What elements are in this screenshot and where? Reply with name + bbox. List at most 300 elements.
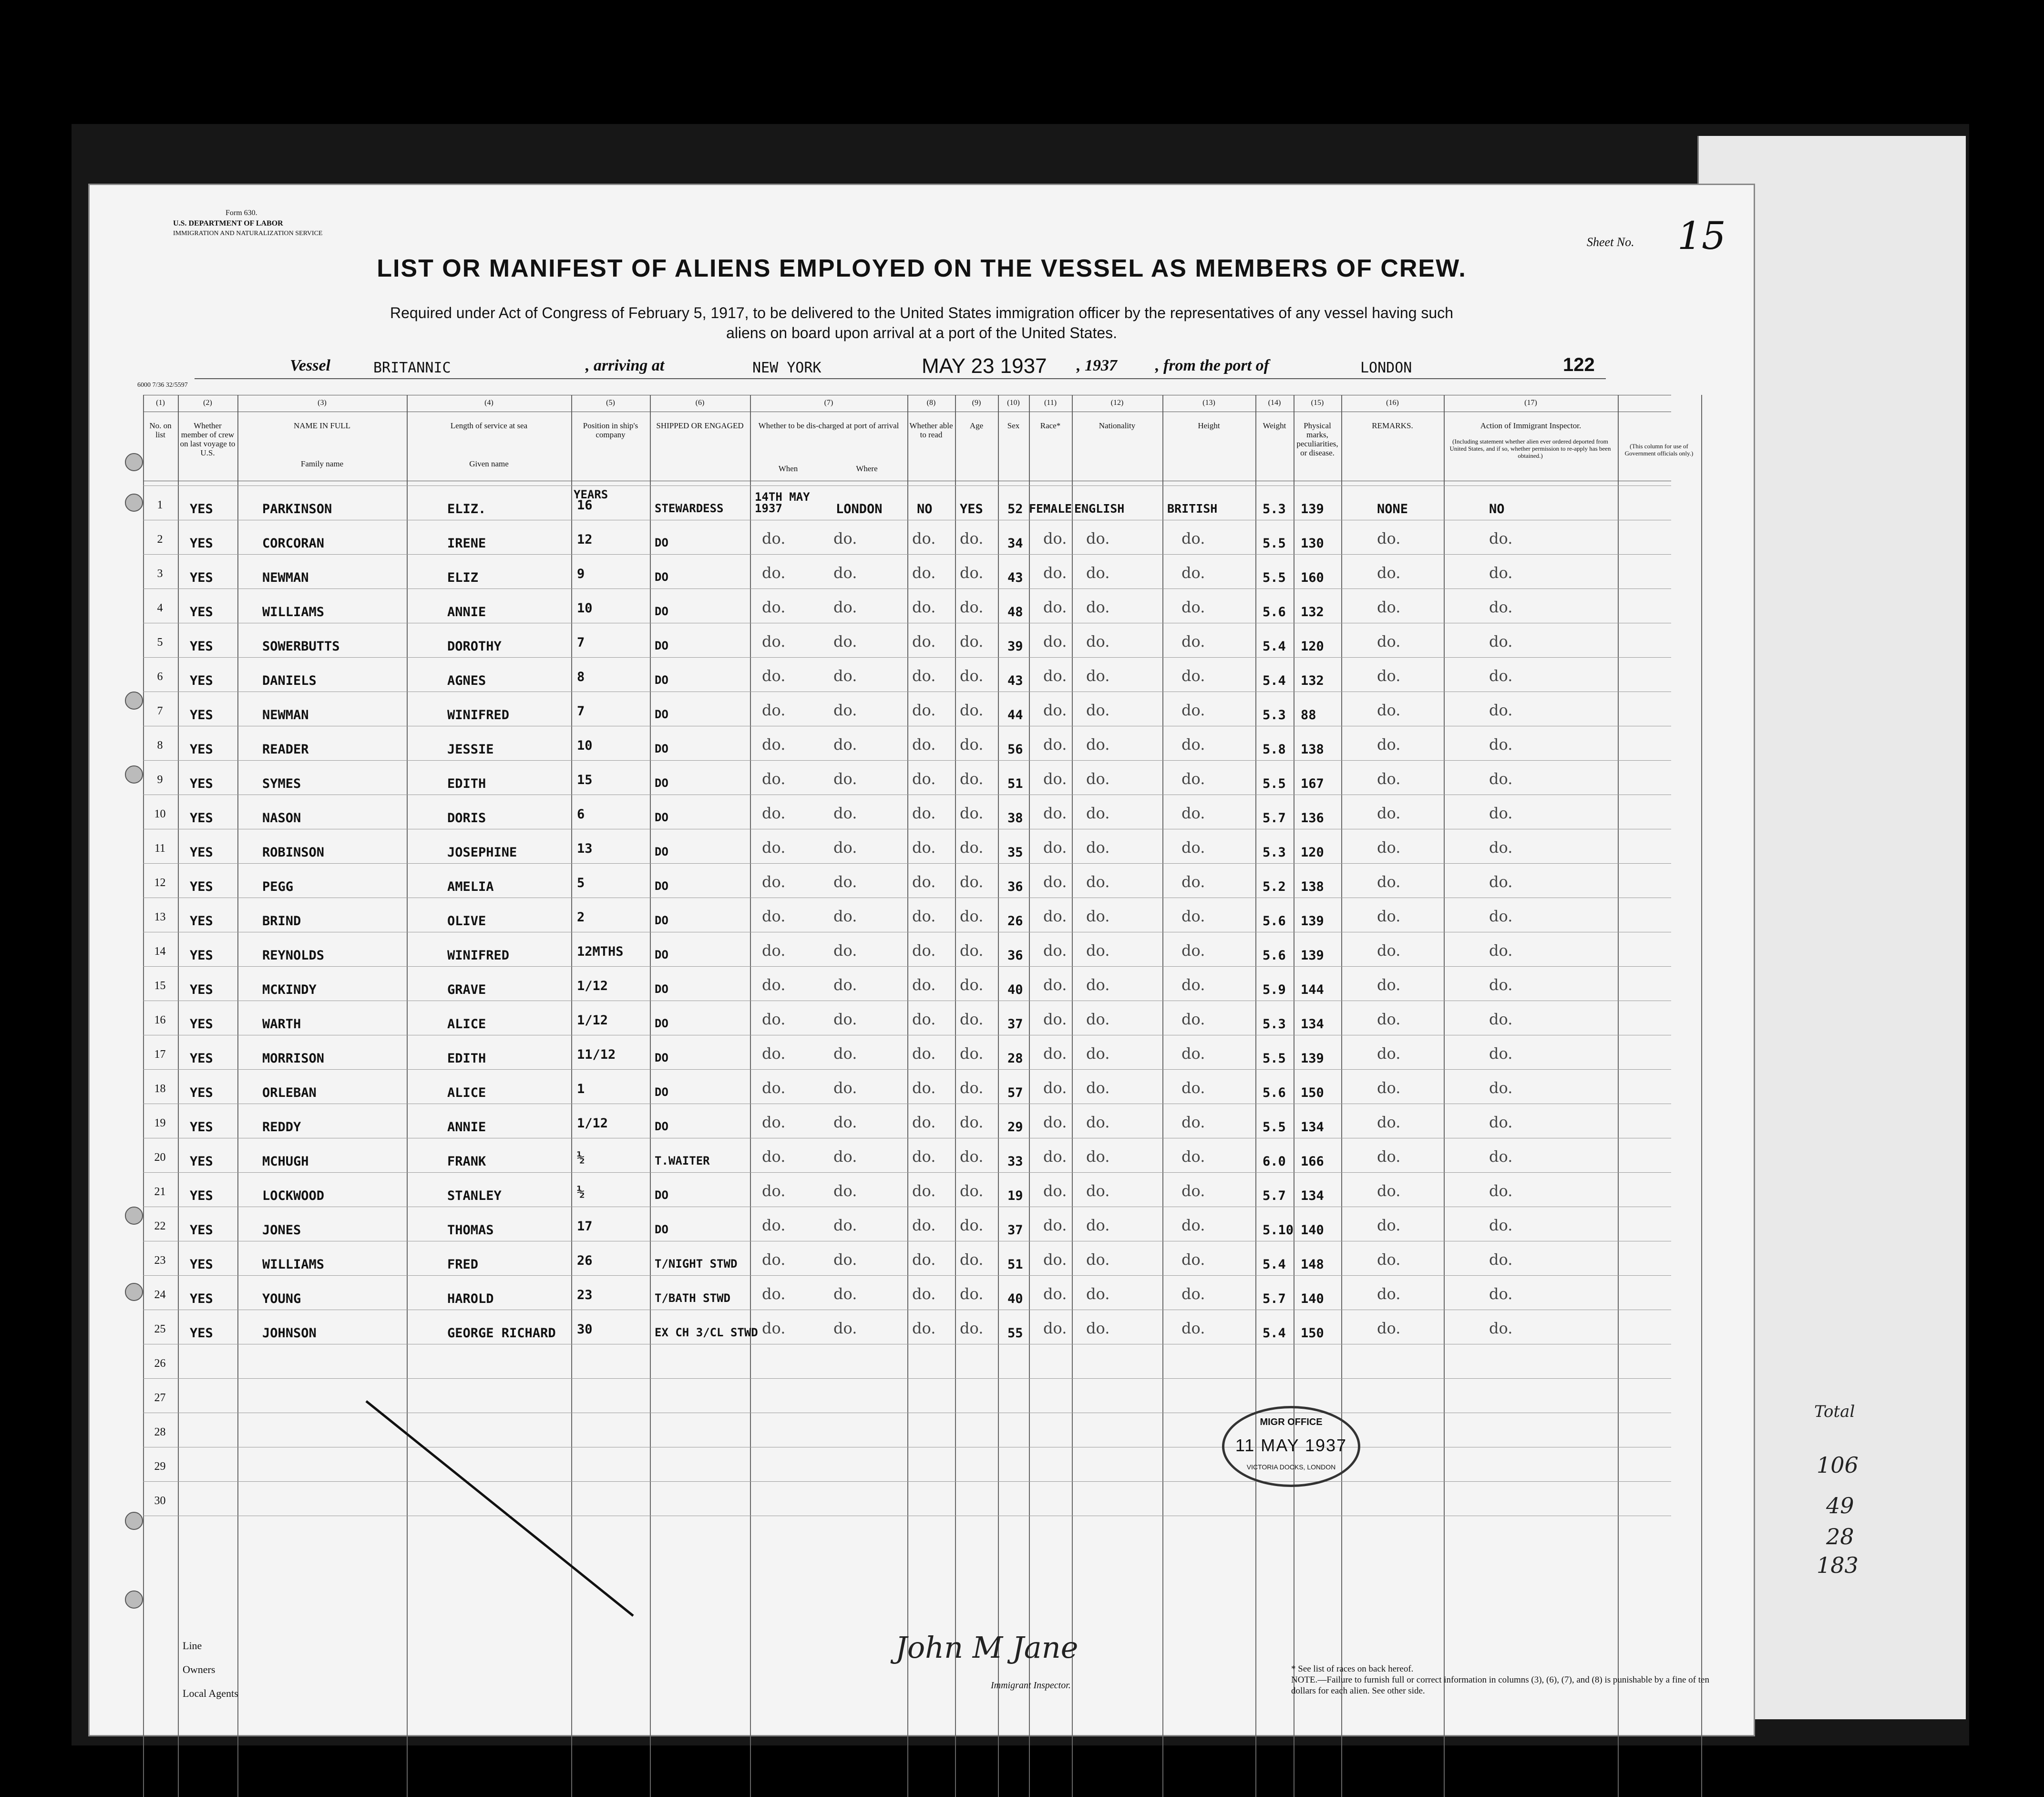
column-header: Physical marks, peculiarities, or disease. [1296, 421, 1338, 457]
remarks-ditto: do. [1489, 873, 1513, 891]
family-name: PEGG [262, 879, 294, 894]
remarks-ditto: do. [1489, 1216, 1513, 1234]
remarks-ditto: do. [1489, 1010, 1513, 1028]
nationality-ditto: do. [1181, 1285, 1205, 1303]
sex-ditto: do. [1043, 735, 1067, 754]
shipped-when-ditto: do. [762, 873, 786, 891]
discharge-ditto: do. [912, 701, 936, 719]
height: 5.5 [1263, 1120, 1286, 1135]
shipped-when-ditto: do. [762, 1182, 786, 1200]
year-label: , 1937 [1077, 357, 1117, 374]
given-name-subheader: Given name [469, 459, 509, 468]
race-ditto: do. [1086, 1079, 1110, 1097]
position: DO [655, 742, 668, 755]
height: 5.2 [1263, 879, 1286, 894]
total-value: 28 [1826, 1524, 1854, 1549]
shipped-where-ditto: do. [833, 1147, 857, 1166]
weight: 167 [1301, 776, 1324, 791]
column-header: Weight [1263, 421, 1286, 430]
shipped-when-ditto: do. [762, 598, 786, 616]
total-value: 106 [1817, 1452, 1859, 1478]
age: 51 [1007, 776, 1023, 791]
shipped-when: 1937 [755, 502, 782, 515]
column-number: (17) [1524, 399, 1537, 407]
row-number: 29 [154, 1460, 166, 1473]
race-ditto: do. [1086, 735, 1110, 754]
read-ditto: do. [960, 804, 984, 822]
manifest-table [90, 185, 1754, 1735]
crew-last-voyage: YES [190, 1051, 213, 1066]
column-header: Whether member of crew on last voyage to U.S. [180, 421, 236, 457]
marks-ditto: do. [1377, 564, 1401, 582]
marks-ditto: do. [1377, 1250, 1401, 1269]
sex-ditto: do. [1043, 701, 1067, 719]
marks-ditto: do. [1377, 632, 1401, 651]
marks-ditto: do. [1377, 701, 1401, 719]
weight: 166 [1301, 1154, 1324, 1169]
race-ditto: do. [1086, 667, 1110, 685]
race-ditto: do. [1086, 1182, 1110, 1200]
given-name: AMELIA [447, 879, 494, 894]
crew-last-voyage: YES [190, 1120, 213, 1135]
manifest-page [88, 184, 1755, 1736]
race-ditto: do. [1086, 838, 1110, 857]
row-number: 24 [154, 1289, 166, 1301]
age: 35 [1007, 845, 1023, 860]
crew-last-voyage: YES [190, 1291, 213, 1306]
family-name: ORLEBAN [262, 1085, 317, 1100]
family-name: MCKINDY [262, 982, 317, 997]
family-name: DANIELS [262, 673, 317, 688]
nationality-ditto: do. [1181, 667, 1205, 685]
read-ditto: do. [960, 907, 984, 925]
service-name: IMMIGRATION AND NATURALIZATION SERVICE [173, 230, 323, 237]
sex-ditto: do. [1043, 1285, 1067, 1303]
marks-ditto: do. [1377, 1319, 1401, 1337]
given-name: OLIVE [447, 914, 486, 929]
height: 5.3 [1263, 845, 1286, 860]
shipped-where-ditto: do. [833, 770, 857, 788]
family-name: ROBINSON [262, 845, 325, 860]
column-number: (5) [606, 399, 615, 407]
family-name: SOWERBUTTS [262, 639, 340, 654]
shipped-where-ditto: do. [833, 1250, 857, 1269]
race-ditto: do. [1086, 1147, 1110, 1166]
remarks-ditto: do. [1489, 701, 1513, 719]
height: 5.7 [1263, 1188, 1286, 1203]
nationality-ditto: do. [1181, 564, 1205, 582]
crew-last-voyage: YES [190, 502, 213, 516]
binder-hole [125, 1512, 143, 1530]
height: 5.5 [1263, 1051, 1286, 1066]
read-ditto: do. [960, 941, 984, 960]
marks-ditto: do. [1377, 598, 1401, 616]
column-header: Position in ship's company [583, 421, 638, 439]
nationality-ditto: do. [1181, 838, 1205, 857]
column-number: (8) [926, 399, 936, 407]
shipped-when-ditto: do. [762, 1285, 786, 1303]
remarks-ditto: do. [1489, 667, 1513, 685]
shipped-when-ditto: do. [762, 632, 786, 651]
marks-ditto: do. [1377, 1044, 1401, 1063]
marks-ditto: do. [1377, 873, 1401, 891]
crew-last-voyage: YES [190, 879, 213, 894]
stamp-office: MIGR OFFICE [1260, 1417, 1323, 1427]
column-header: Height [1198, 421, 1220, 430]
column-header: Nationality [1099, 421, 1136, 430]
weight: 120 [1301, 845, 1324, 860]
age: 38 [1007, 811, 1023, 826]
family-name: WARTH [262, 1017, 301, 1032]
height: 5.3 [1263, 1017, 1286, 1032]
position: DO [655, 570, 668, 584]
crew-last-voyage: YES [190, 914, 213, 929]
remarks-ditto: do. [1489, 1079, 1513, 1097]
shipped-where-ditto: do. [833, 1079, 857, 1097]
penalty-note: NOTE.—Failure to furnish full or correct information in columns (3), (6), (7), and (8) is punishable by a fine of ten dollars for each alien. See other side. [1291, 1675, 1709, 1696]
row-number: 1 [157, 499, 163, 511]
vessel-name: BRITANNIC [373, 360, 451, 376]
age: 36 [1007, 948, 1023, 963]
discharge-ditto: do. [912, 735, 936, 754]
row-number: 2 [157, 533, 163, 546]
given-name: FRANK [447, 1154, 486, 1169]
inspector-label: Immigrant Inspector. [991, 1680, 1071, 1691]
row-number: 17 [154, 1048, 166, 1061]
sheet-label: Sheet No. [1587, 235, 1634, 249]
race-ditto: do. [1086, 1010, 1110, 1028]
age: 34 [1007, 536, 1023, 551]
height: 5.5 [1263, 776, 1286, 791]
read-ditto: do. [960, 735, 984, 754]
read-ditto: do. [960, 529, 984, 547]
requirement-line-1: Required under Act of Congress of February 5, 1917, to be delivered to the United States immigration officer by the representatives of any vessel having such [390, 304, 1453, 321]
height: 5.4 [1263, 1326, 1286, 1341]
family-name: REYNOLDS [262, 948, 325, 963]
position: DO [655, 673, 668, 687]
years-label: YEARS [574, 488, 608, 501]
binder-hole [125, 494, 143, 512]
position: DO [655, 1223, 668, 1236]
sex-ditto: do. [1043, 907, 1067, 925]
given-name: JESSIE [447, 742, 494, 757]
given-name: ALICE [447, 1085, 486, 1100]
age: 44 [1007, 708, 1023, 723]
row-number: 11 [154, 842, 166, 855]
row-number: 19 [154, 1117, 166, 1129]
shipped-where: LONDON [836, 502, 883, 516]
sex-ditto: do. [1043, 1319, 1067, 1337]
position: DO [655, 708, 668, 721]
column-number: (16) [1386, 399, 1399, 407]
sex-ditto: do. [1043, 976, 1067, 994]
shipped-where-ditto: do. [833, 1044, 857, 1063]
arrival-date: MAY 23 1937 [922, 354, 1047, 378]
length-of-service: 17 [577, 1219, 593, 1234]
row-number: 13 [154, 911, 166, 923]
height: 5.6 [1263, 914, 1286, 929]
row-number: 28 [154, 1426, 166, 1438]
position: DO [655, 845, 668, 858]
marks-ditto: do. [1377, 804, 1401, 822]
race: ENGLISH [1074, 502, 1125, 516]
row-number: 23 [154, 1254, 166, 1267]
height: 5.7 [1263, 811, 1286, 826]
marks-ditto: do. [1377, 1010, 1401, 1028]
given-name: ANNIE [447, 605, 486, 620]
age: 26 [1007, 914, 1023, 929]
column-number: (1) [156, 399, 165, 407]
discharge-ditto: do. [912, 770, 936, 788]
read-ditto: do. [960, 873, 984, 891]
marks-ditto: do. [1377, 1182, 1401, 1200]
races-note: * See list of races on back hereof. [1291, 1664, 1414, 1674]
shipped-where-ditto: do. [833, 564, 857, 582]
height: 5.5 [1263, 536, 1286, 551]
family-name: LOCKWOOD [262, 1188, 325, 1203]
position: DO [655, 605, 668, 618]
nationality-ditto: do. [1181, 907, 1205, 925]
remarks-ditto: do. [1489, 907, 1513, 925]
discharge-ditto: do. [912, 1044, 936, 1063]
remarks-ditto: do. [1489, 770, 1513, 788]
shipped-when-ditto: do. [762, 735, 786, 754]
shipped-where-ditto: do. [833, 941, 857, 960]
sex-ditto: do. [1043, 1250, 1067, 1269]
nationality-ditto: do. [1181, 941, 1205, 960]
shipped-where-ditto: do. [833, 976, 857, 994]
discharge-ditto: do. [912, 941, 936, 960]
sex-ditto: do. [1043, 838, 1067, 857]
row-number: 9 [157, 774, 163, 786]
age: 48 [1007, 605, 1023, 620]
given-name: FRED [447, 1257, 479, 1272]
length-of-service: 5 [577, 876, 585, 890]
given-name: WINIFRED [447, 708, 510, 723]
age: 28 [1007, 1051, 1023, 1066]
race-ditto: do. [1086, 976, 1110, 994]
discharge-ditto: do. [912, 1010, 936, 1028]
crew-last-voyage: YES [190, 639, 213, 654]
family-name: JONES [262, 1223, 301, 1238]
read-ditto: do. [960, 1216, 984, 1234]
weight: 140 [1301, 1223, 1324, 1238]
race-ditto: do. [1086, 1285, 1110, 1303]
shipped-when-ditto: do. [762, 529, 786, 547]
marks-ditto: do. [1377, 529, 1401, 547]
height: 5.4 [1263, 673, 1286, 688]
nationality-ditto: do. [1181, 770, 1205, 788]
weight: 160 [1301, 570, 1324, 585]
race-ditto: do. [1086, 1250, 1110, 1269]
given-name: ELIZ. [447, 502, 486, 516]
given-name: ELIZ [447, 570, 479, 585]
crew-last-voyage: YES [190, 1326, 213, 1341]
shipped-where-ditto: do. [833, 529, 857, 547]
line-label: Line [183, 1640, 202, 1652]
crew-last-voyage: YES [190, 776, 213, 791]
sex-ditto: do. [1043, 1044, 1067, 1063]
row-number: 10 [154, 808, 166, 820]
discharge-ditto: do. [912, 1147, 936, 1166]
marks-ditto: do. [1377, 1216, 1401, 1234]
read-ditto: do. [960, 1079, 984, 1097]
race-ditto: do. [1086, 907, 1110, 925]
age: 40 [1007, 982, 1023, 997]
age: 40 [1007, 1291, 1023, 1306]
weight: 140 [1301, 1291, 1324, 1306]
sex-ditto: do. [1043, 1113, 1067, 1131]
given-name: AGNES [447, 673, 486, 688]
remarks-subheader: (Including statement whether alien ever ordered deported from United States, and if so, whether permission to re-apply has been obtained.) [1449, 438, 1611, 459]
remarks-ditto: do. [1489, 1113, 1513, 1131]
discharge-ditto: do. [912, 1113, 936, 1131]
age: 29 [1007, 1120, 1023, 1135]
family-name: SYMES [262, 776, 301, 791]
column-header: NAME IN FULL [294, 421, 350, 430]
column-number: (4) [484, 399, 493, 407]
length-of-service: 23 [577, 1288, 593, 1302]
shipped-when-ditto: do. [762, 1216, 786, 1234]
shipped-when-ditto: do. [762, 1250, 786, 1269]
given-name: EDITH [447, 1051, 486, 1066]
sex-ditto: do. [1043, 598, 1067, 616]
discharge-ditto: do. [912, 1319, 936, 1337]
weight: 139 [1301, 1051, 1324, 1066]
departure-port: LONDON [1360, 360, 1412, 376]
race-ditto: do. [1086, 632, 1110, 651]
shipped-when-ditto: do. [762, 976, 786, 994]
race-ditto: do. [1086, 804, 1110, 822]
position: DO [655, 879, 668, 893]
length-of-service: 7 [577, 704, 585, 719]
remarks-ditto: do. [1489, 598, 1513, 616]
sex-ditto: do. [1043, 804, 1067, 822]
shipped-where-ditto: do. [833, 1216, 857, 1234]
shipped-when-ditto: do. [762, 770, 786, 788]
family-name: CORCORAN [262, 536, 325, 551]
race-ditto: do. [1086, 1113, 1110, 1131]
weight: 150 [1301, 1326, 1324, 1341]
column-number: (6) [695, 399, 705, 407]
shipped-when-ditto: do. [762, 1319, 786, 1337]
discharge-ditto: do. [912, 529, 936, 547]
remarks-ditto: do. [1489, 941, 1513, 960]
read-ditto: do. [960, 976, 984, 994]
height: 5.4 [1263, 1257, 1286, 1272]
family-name: BRIND [262, 914, 301, 929]
length-of-service: 11/12 [577, 1047, 616, 1062]
length-of-service: 12MTHS [577, 944, 624, 959]
position: DO [655, 914, 668, 927]
owners-label: Owners [183, 1663, 216, 1675]
shipped-where-ditto: do. [833, 873, 857, 891]
shipped-when-ditto: do. [762, 1147, 786, 1166]
race-ditto: do. [1086, 1044, 1110, 1063]
sheet-number: 15 [1677, 214, 1726, 258]
given-name: GEORGE RICHARD [447, 1326, 556, 1341]
given-name: GRAVE [447, 982, 486, 997]
remarks-ditto: do. [1489, 1147, 1513, 1166]
family-name: JOHNSON [262, 1326, 317, 1341]
total-value: 183 [1817, 1552, 1859, 1578]
crew-last-voyage: YES [190, 708, 213, 723]
weight: 144 [1301, 982, 1324, 997]
weight: 134 [1301, 1188, 1324, 1203]
remarks-ditto: do. [1489, 1044, 1513, 1063]
race-ditto: do. [1086, 564, 1110, 582]
total-value: 49 [1826, 1493, 1854, 1518]
height: 5.6 [1263, 605, 1286, 620]
position: DO [655, 948, 668, 961]
column-number: (14) [1268, 399, 1281, 407]
shipped-when-ditto: do. [762, 564, 786, 582]
from-port-label: , from the port of [1155, 357, 1269, 374]
column-number: (9) [972, 399, 981, 407]
race-ditto: do. [1086, 873, 1110, 891]
column-header: Race* [1040, 421, 1061, 430]
height: 5.7 [1263, 1291, 1286, 1306]
family-name: MORRISON [262, 1051, 325, 1066]
position: EX CH 3/CL STWD [655, 1326, 758, 1339]
discharge-ditto: do. [912, 1216, 936, 1234]
marks-ditto: do. [1377, 907, 1401, 925]
family-name: READER [262, 742, 309, 757]
remarks-ditto: do. [1489, 1182, 1513, 1200]
family-name: NEWMAN [262, 570, 309, 585]
column-number: (15) [1311, 399, 1324, 407]
weight: 148 [1301, 1257, 1324, 1272]
read-ditto: do. [960, 564, 984, 582]
marks-ditto: do. [1377, 1285, 1401, 1303]
shipped-where-ditto: do. [833, 632, 857, 651]
nationality-ditto: do. [1181, 632, 1205, 651]
discharge-ditto: do. [912, 1079, 936, 1097]
column-header: Sex [1007, 421, 1020, 430]
age: 57 [1007, 1085, 1023, 1100]
column-header: No. on list [149, 421, 172, 439]
position: DO [655, 536, 668, 549]
height: 5.6 [1263, 948, 1286, 963]
sex-ditto: do. [1043, 1079, 1067, 1097]
length-of-service: 1/12 [577, 1013, 608, 1028]
column-number: (11) [1044, 399, 1057, 407]
arrival-port: NEW YORK [752, 360, 822, 376]
nationality-ditto: do. [1181, 1079, 1205, 1097]
nationality-ditto: do. [1181, 735, 1205, 754]
length-of-service: 30 [577, 1322, 593, 1337]
remarks-ditto: do. [1489, 1285, 1513, 1303]
age: 51 [1007, 1257, 1023, 1272]
column-number: (10) [1007, 399, 1020, 407]
column-header: Whether able to read [909, 421, 953, 439]
height: 5.3 [1263, 502, 1286, 516]
shipped-where-ditto: do. [833, 598, 857, 616]
family-name: WILLIAMS [262, 605, 325, 620]
crew-last-voyage: YES [190, 845, 213, 860]
binder-hole [125, 453, 143, 471]
marks-ditto: do. [1377, 1079, 1401, 1097]
row-number: 4 [157, 602, 163, 614]
sex-ditto: do. [1043, 1010, 1067, 1028]
sex-ditto: do. [1043, 770, 1067, 788]
shipped-where-ditto: do. [833, 838, 857, 857]
cancellation-line [90, 185, 1754, 1735]
given-name: STANLEY [447, 1188, 502, 1203]
given-name: THOMAS [447, 1223, 494, 1238]
remarks-ditto: do. [1489, 564, 1513, 582]
length-of-service: 1/12 [577, 979, 608, 993]
